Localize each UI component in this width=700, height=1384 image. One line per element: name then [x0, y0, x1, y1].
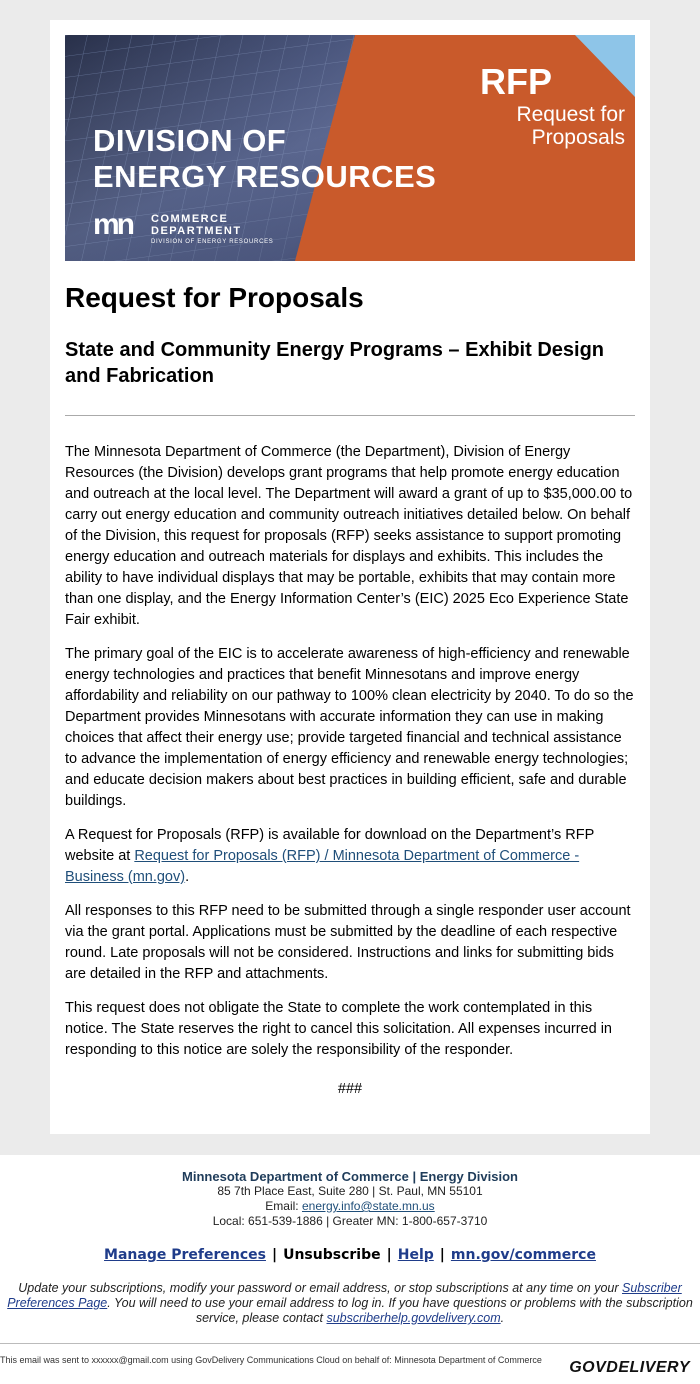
paragraph-responses: All responses to this RFP need to be submitted through a single responder user account via the grant portal. Applications must be submitted by the deadline of each respective round. Late proposals will not be considered. Instructions and links for submitting bids are detailed in the RFP and attachments.: [65, 903, 631, 982]
paragraph-intro: The Minnesota Department of Commerce (the Department), Division of Energy Resources (the Division) develops grant programs that help promote energy education and outreach at the local level. The Department will award a grant of up to $35,000.00 to carry out energy education and community outreach initiatives detailed below. On behalf of the Division, this request for proposals (RFP) seeks assistance to support promoting energy education and outreach materials for displays and exhibits. This includes the ability to have individual displays that may be portable, exhibits that may contain more than one display, and the Energy Information Center’s (EIC) 2025 Eco Experience State Fair exhibit.: [65, 444, 633, 628]
unsubscribe-link[interactable]: Unsubscribe: [283, 1247, 381, 1263]
address: 85 7th Place East, Suite 280 | St. Paul, MN 55101: [217, 1184, 483, 1198]
banner-title: [93, 123, 436, 195]
banner-title-line2: ENERGY RESOURCES: [93, 159, 437, 194]
email-label: Email:: [265, 1199, 302, 1213]
subscriber-preferences-link[interactable]: Subscriber Preferences Page: [7, 1281, 682, 1310]
email-link[interactable]: energy.info@state.mn.us: [301, 1199, 435, 1213]
logo-text: [151, 213, 274, 247]
header-banner: [65, 35, 635, 261]
rfp-link[interactable]: Request for Proposals (RFP) / Minnesota Department of Commerce - Business (mn.gov): [65, 848, 580, 885]
commerce-site-link[interactable]: mn.gov/commerce: [450, 1247, 596, 1263]
help-link[interactable]: Help: [397, 1247, 434, 1263]
logo-line1: COMMERCE: [151, 213, 229, 225]
subscriber-help-link[interactable]: subscriberhelp.govdelivery.com: [326, 1311, 501, 1325]
logo-line2: DEPARTMENT: [151, 225, 242, 237]
rfp-sublabel: Request for Proposals: [516, 103, 625, 149]
rfp-label: RFP: [480, 61, 552, 102]
mn-logo-icon: mn: [93, 208, 132, 241]
paragraph-goal: The primary goal of the EIC is to accelerate awareness of high-efficiency and renewable energy technologies and practices that benefit Minnesotans and improve energy affordability and reliability on our pathway to 100% clean electricity by 2040. To do so the Department provides Minnesotans with accurate information they can use in making choices that affect their energy use; provide targeted financial and technical assistance to advance the implementation of energy efficiency and renewable energy technologies; and educate decision makers about best practices in building efficient, safe and durable buildings.: [65, 646, 634, 809]
logo-line3: DIVISION OF ENERGY RESOURCES: [151, 239, 274, 245]
note-text-mid: . You will need to use your email address to log in. If you have questions or problems with the subscription service, please contact: [107, 1296, 693, 1325]
note-text: Update your subscriptions, modify your password or email address, or stop subscriptions at any time on your: [18, 1281, 622, 1295]
footer: [0, 1155, 700, 1384]
org-name: Minnesota Department of Commerce | Energy Division: [182, 1169, 518, 1184]
contact-block: [0, 1169, 700, 1229]
govdelivery-logo: GOVDELIVERY: [569, 1359, 690, 1376]
manage-preferences-link[interactable]: Manage Preferences: [104, 1247, 266, 1263]
commerce-logo: [93, 208, 274, 247]
footer-links: [0, 1247, 700, 1263]
sent-notice: This email was sent to xxxxxx@gmail.com using GovDelivery Communications Cloud on behalf of: Minnesota Department of Commerce: [0, 1355, 542, 1365]
rfp-text-end: .: [185, 869, 190, 885]
subscription-note: [0, 1281, 700, 1326]
page-subtitle: State and Community Energy Programs – Exhibit Design and Fabrication: [65, 339, 605, 387]
email-card: [50, 20, 650, 1134]
rfp-text: A Request for Proposals (RFP) is available for download on the Department’s RFP website at: [65, 827, 594, 864]
note-text-end: .: [500, 1311, 505, 1325]
paragraph-rfp: [65, 825, 635, 888]
separator: |: [439, 1247, 445, 1263]
email-line: [0, 1199, 700, 1214]
banner-title-line1: DIVISION OF: [93, 123, 287, 158]
footer-divider: [0, 1343, 700, 1344]
separator: |: [386, 1247, 392, 1263]
separator: |: [271, 1247, 278, 1263]
paragraph-obligation: This request does not obligate the State to complete the work contemplated in this notice. The State reserves the right to cancel this solicitation. All expenses incurred in responding to this notice are solely the responsibility of the responder.: [65, 1000, 612, 1058]
phone-line: Local: 651-539-1886 | Greater MN: 1-800-657-3710: [212, 1214, 488, 1228]
message-body: [65, 442, 635, 1100]
divider: [65, 415, 635, 416]
page-title: Request for Proposals: [65, 282, 364, 313]
end-marker: ###: [337, 1081, 363, 1097]
